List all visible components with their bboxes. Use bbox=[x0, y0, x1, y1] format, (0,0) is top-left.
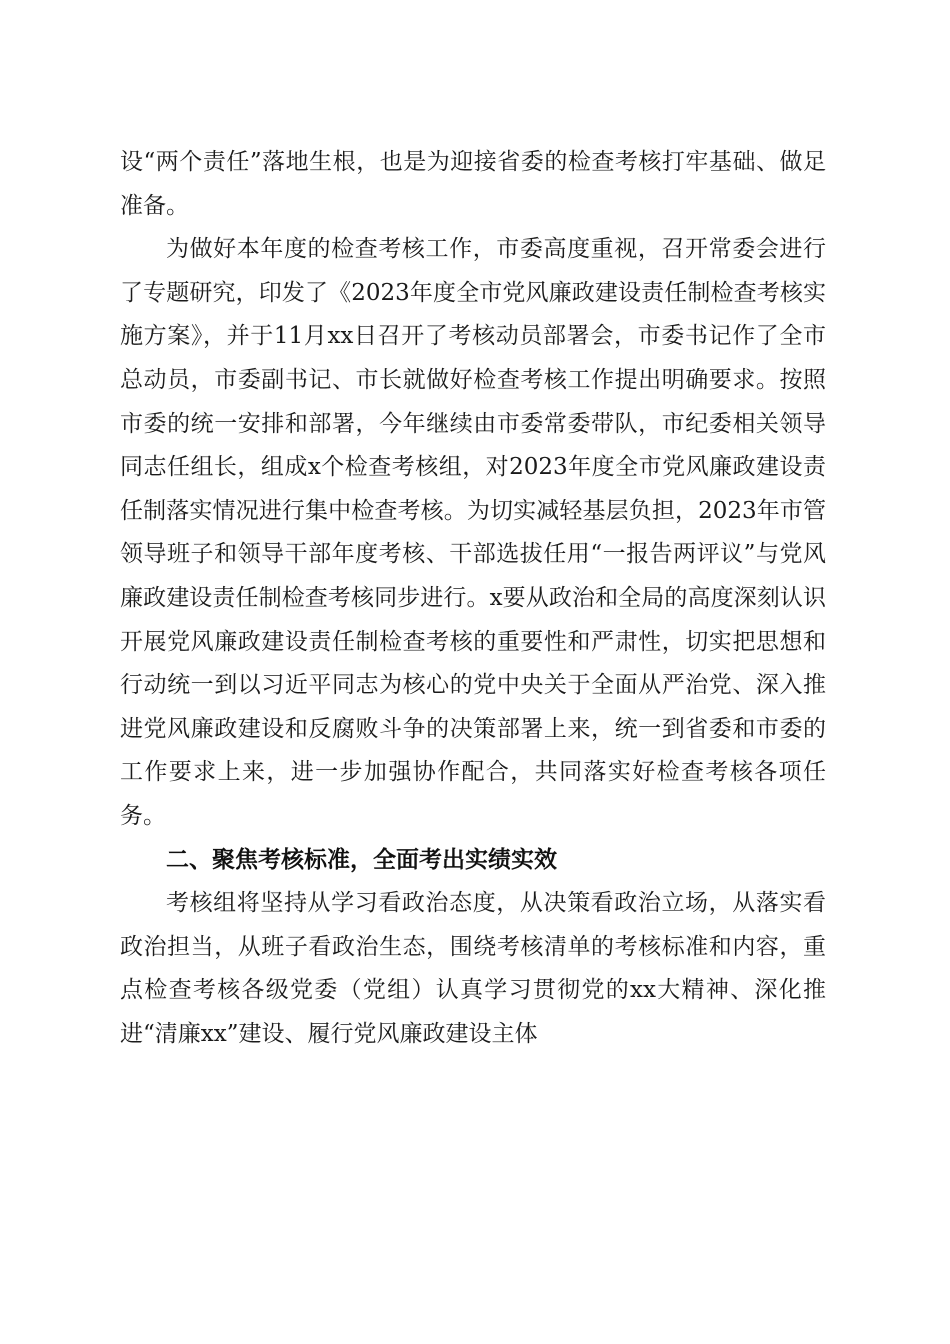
document-body bbox=[120, 141, 826, 1056]
paragraph-exam-arrangement: 为做好本年度的检查考核工作，市委高度重视，召开常委会进行了专题研究，印发了《2023年度全市党风廉政建设责任制检查考核实施方案》，并于11月xx日召开了考核动员部署会，市委书记作了全市总动员，市委副书记、市长就做好检查考核工作提出明确要求。按照市委的统一安排和部署，今年继续由市委常委带队，市纪委相关领导同志任组长，组成x个检查考核组，对2023年度全市党风廉政建设责任制落实情况进行集中检查考核。为切实减轻基层负担，2023年市管领导班子和领导干部年度考核、干部选拔任用“一报告两评议”与党风廉政建设责任制检查考核同步进行。x要从政治和全局的高度深刻认识开展党风廉政建设责任制检查考核的重要性和严肃性，切实把思想和行动统一到以习近平同志为核心的党中央关于全面从严治党、深入推进党风廉政建设和反腐败斗争的决策部署上来，统一到省委和市委的工作要求上来，进一步加强协作配合，共同落实好检查考核各项任务。 bbox=[120, 236, 826, 829]
section-heading-2: 二、聚焦考核标准，全面考出实绩实效 bbox=[166, 846, 557, 873]
paragraph-exam-standards: 考核组将坚持从学习看政治态度，从决策看政治立场，从落实看政治担当，从班子看政治生态，围绕考核清单的考核标准和内容，重点检查考核各级党委（党组）认真学习贯彻党的xx大精神、深化推进“清廉xx”建设、履行党风廉政建设主体 bbox=[120, 890, 826, 1047]
paragraph-continuation: 设“两个责任”落地生根，也是为迎接省委的检查考核打牢基础、做足准备。 bbox=[120, 149, 826, 219]
